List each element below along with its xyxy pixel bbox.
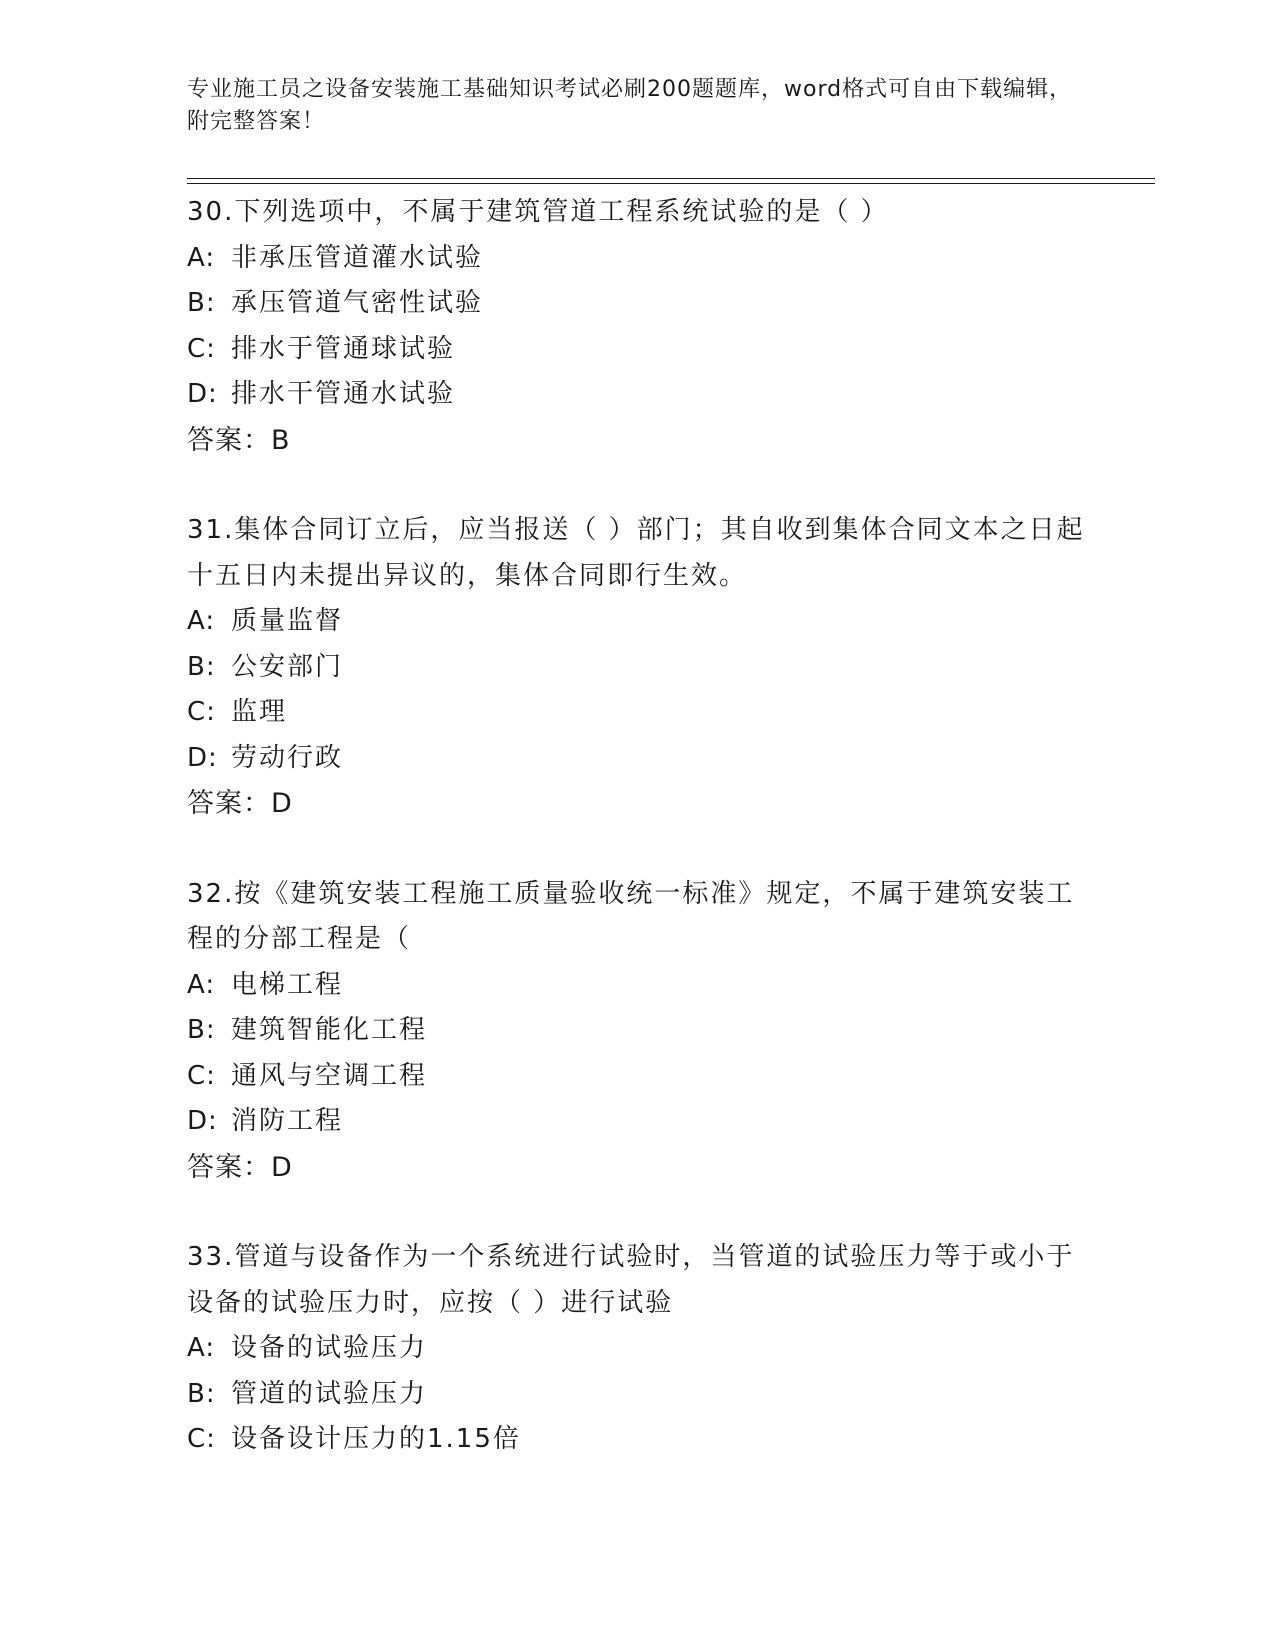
option-text: 监理 <box>231 697 288 727</box>
option-b <box>187 1372 1087 1418</box>
option-a <box>187 963 1087 1009</box>
option-text: 设备设计压力的1.15倍 <box>231 1424 521 1454</box>
option-letter: B: <box>187 1015 216 1045</box>
option-text: 排水于管通球试验 <box>231 333 456 364</box>
answer: 答案：B <box>187 424 291 456</box>
question-text: 33.管道与设备作为一个系统进行试验时，当管道的试验压力等于或小于设备的试验压力时，应按（ ）进行试验 <box>187 1242 1075 1318</box>
question-list <box>187 190 1087 1508</box>
option-letter: C: <box>187 333 216 364</box>
option-text: 公安部门 <box>231 651 344 682</box>
question-31 <box>187 508 1087 827</box>
option-text: 非承压管道灌水试验 <box>231 242 484 273</box>
option-text: 消防工程 <box>231 1106 344 1136</box>
option-b <box>187 645 1087 691</box>
option-letter: C: <box>187 697 216 727</box>
option-d <box>187 1099 1087 1145</box>
question-text: 30.下列选项中，不属于建筑管道工程系统试验的是（ ） <box>187 197 889 227</box>
header-divider-bottom <box>187 183 1155 184</box>
option-c <box>187 1417 1087 1463</box>
option-b <box>187 1008 1087 1054</box>
answer: 答案：D <box>187 1151 293 1183</box>
option-letter: D: <box>187 742 218 773</box>
option-a <box>187 236 1087 282</box>
option-text: 建筑智能化工程 <box>231 1015 428 1045</box>
option-a <box>187 599 1087 645</box>
option-letter: B: <box>187 288 216 318</box>
option-c <box>187 1054 1087 1100</box>
option-letter: B: <box>187 651 216 682</box>
document-header: 专业施工员之设备安装施工基础知识考试必刷200题题库，word格式可自由下载编辑，附完整答案！ <box>187 77 1073 134</box>
option-letter: D: <box>187 1106 218 1136</box>
option-letter: A: <box>187 969 216 1000</box>
option-text: 管道的试验压力 <box>231 1378 428 1409</box>
option-text: 质量监督 <box>231 606 344 636</box>
option-text: 排水干管通水试验 <box>231 379 456 409</box>
option-a <box>187 1326 1087 1372</box>
option-d <box>187 372 1087 418</box>
option-text: 承压管道气密性试验 <box>231 288 484 318</box>
answer: 答案：D <box>187 788 293 819</box>
question-30 <box>187 190 1087 463</box>
option-letter: D: <box>187 379 218 409</box>
option-letter: C: <box>187 1060 216 1091</box>
option-text: 通风与空调工程 <box>231 1060 428 1091</box>
option-d <box>187 736 1087 782</box>
option-text: 设备的试验压力 <box>231 1333 428 1363</box>
option-letter: A: <box>187 606 216 636</box>
option-letter: B: <box>187 1378 216 1409</box>
option-letter: C: <box>187 1424 216 1454</box>
option-c <box>187 690 1087 736</box>
question-text: 32.按《建筑安装工程施工质量验收统一标准》规定，不属于建筑安装工程的分部工程是（ <box>187 878 1075 954</box>
header-divider-top <box>187 178 1155 179</box>
option-c <box>187 327 1087 373</box>
option-letter: A: <box>187 1333 216 1363</box>
option-text: 电梯工程 <box>231 969 344 1000</box>
option-text: 劳动行政 <box>231 742 344 773</box>
question-text: 31.集体合同订立后，应当报送（ ）部门；其自收到集体合同文本之日起十五日内未提出异议的，集体合同即行生效。 <box>187 515 1085 591</box>
question-32 <box>187 872 1087 1191</box>
question-33 <box>187 1235 1087 1463</box>
option-letter: A: <box>187 242 216 273</box>
option-b <box>187 281 1087 327</box>
